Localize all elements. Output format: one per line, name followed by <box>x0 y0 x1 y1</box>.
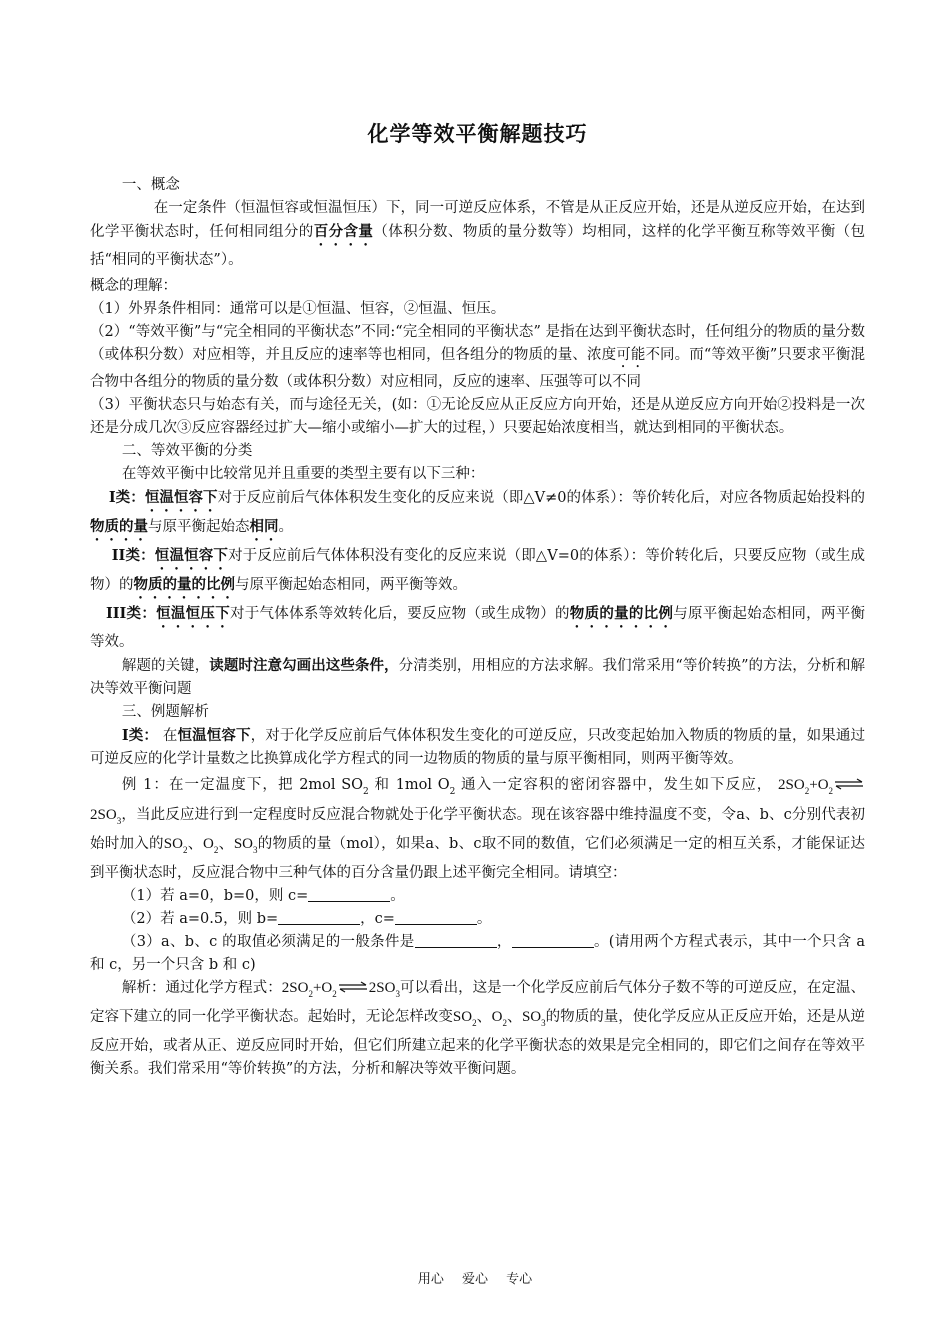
emphasis-text: 相同 <box>249 518 279 535</box>
subscript: 2 <box>472 1018 477 1028</box>
subscript: 2 <box>308 989 313 999</box>
understanding-label: 概念的理解： <box>90 278 177 294</box>
separator: 、 <box>187 836 203 852</box>
text-run: 的物质的量，使化学反应从正反应开始，还是从逆反应开始，或者从正、逆反应同时开始，但它们所建立起来的化学平衡状态的效果是完全相同的，即它们之间存在等效平衡关系。我们常采用“等价转换”的方法，分析和解决等效平衡问题。 <box>90 1009 865 1077</box>
text-run: ，对于化学反应前后气体体积发生变化的可逆反应，只改变起始加入物质的物质的量，如果通过可逆反应的化学计量数之比换算成化学方程式的同一边物质的物质的量与原平衡相同，则两平衡等效。 <box>90 728 866 767</box>
type-label: II类： <box>111 547 155 564</box>
text-run: 对于反应前后气体体积没有变化的反应来说（即△V=0的体系）：等价转化后，只要反应物（或生成物）的 <box>90 548 865 593</box>
text-run: （3）a、b、c 的取值必须满足的一般条件是 <box>121 934 415 950</box>
formula: SO <box>376 980 396 996</box>
coefficient: 2 <box>90 807 98 823</box>
formula: SO <box>97 807 117 823</box>
type-condition: 恒温恒容下 <box>144 489 218 506</box>
subscript: 3 <box>253 845 258 855</box>
text-run: 分清类别，用相应的方法求解。我们常采用“等价转换”的方法，分析和解决等效平衡问题 <box>90 658 866 697</box>
text-run: 对于气体体系等效转化后，要反应物（或生成物）的 <box>229 606 570 622</box>
subscript: 2 <box>363 787 369 797</box>
page-footer <box>0 1268 950 1287</box>
type-label: I类： <box>121 727 159 744</box>
text-run: ， <box>496 934 512 950</box>
separator: 、 <box>506 1009 522 1025</box>
answer-blank[interactable] <box>512 933 594 948</box>
page-title: 化学等效平衡解题技巧 <box>367 121 588 146</box>
subscript: 2 <box>828 786 834 796</box>
subscript: 2 <box>449 787 456 797</box>
text-run: 与原平衡起始态相同，两平衡等效。 <box>90 606 866 650</box>
section-heading-classification: 二、等效平衡的分类 <box>121 443 253 459</box>
text-run: 解题的关键， <box>121 658 210 674</box>
formula: SO <box>452 1009 473 1025</box>
type-label: I类： <box>108 489 145 506</box>
text-run: 不同。而“等效平衡”只要求平衡混合物中各组分的物质的量分数（或体积分数）对应相同，反应的速率、压强等可以不同 <box>90 347 866 390</box>
emphasis-text: 百分含量 <box>313 223 374 240</box>
footer-item: 专心 <box>506 1272 533 1287</box>
subscript: 3 <box>116 816 122 826</box>
formula: SO <box>163 836 183 852</box>
subscript: 2 <box>804 786 810 796</box>
coefficient: 2 <box>368 980 377 996</box>
text-run: 和 1mol O <box>374 777 450 793</box>
text-run: 在一定条件（恒温恒容或恒温恒压）下，同一可逆反应体系，不管是从正反应开始，还是从逆反应开始，在达到化学平衡状态时，任何相同组分的 <box>90 200 865 240</box>
understanding-point-2 <box>90 321 865 394</box>
coefficient: 2 <box>778 777 786 793</box>
understanding-point-3: （3）平衡状态只与始态有关，而与途径无关，(如：①无论反应从正反应方向开始，还是从逆反应方向开始②投料是一次还是分成几次③反应容器经过扩大—缩小或缩小—扩大的过程，）只要起始浓度相当，就达到相同的平衡状态。 <box>90 397 865 436</box>
type-condition: 恒温恒容下 <box>154 547 229 564</box>
type-3-paragraph <box>90 602 865 654</box>
equilibrium-arrow-icon <box>834 778 864 790</box>
species-list <box>452 1009 546 1028</box>
question-1 <box>90 885 865 908</box>
text-run: ，c= <box>360 911 395 927</box>
formula: SO <box>521 1009 542 1025</box>
text-run: 解析：通过化学方程式： <box>121 980 282 996</box>
emphasis-text: 物质的量 <box>90 518 148 535</box>
answer-blank[interactable] <box>308 887 390 902</box>
text-run: 的物质的量（mol），如果a、b、c取不同的数值，它们必须满足一定的相互关系，才能保证达到平衡状态时，反应混合物中三种气体的百分含量仍跟上述平衡完全相同。请填空： <box>90 836 865 881</box>
text-run: 。 <box>390 888 405 904</box>
equilibrium-arrow-icon <box>338 981 368 993</box>
separator: 、 <box>476 1009 492 1025</box>
text-run: 通入一定容积的密闭容器中，发生如下反应， <box>461 777 773 793</box>
text-run: 对于反应前后气体体积发生变化的反应来说（即△V≠0的体系）：等价转化后，对应各物质起始投料的 <box>217 490 865 506</box>
subscript: 3 <box>541 1018 546 1028</box>
text-run: （1）若 a=0，b=0，则 c= <box>121 888 309 904</box>
text-run: 与原平衡起始态 <box>148 519 250 535</box>
text-run: 。(请用两个方程式表示，其中一个只含 a 和 c，另一个只含 b 和 c) <box>90 934 866 973</box>
text-run: 。 <box>476 911 492 927</box>
footer-item: 爱心 <box>461 1272 488 1287</box>
formula: SO <box>289 980 309 996</box>
subscript: 2 <box>502 1018 507 1028</box>
text-run: 在 <box>162 728 178 744</box>
formula: O <box>321 980 333 996</box>
formula: O <box>817 777 829 793</box>
subscript: 3 <box>395 989 400 999</box>
subscript: 2 <box>332 989 337 999</box>
plus-sign: + <box>312 980 322 996</box>
chemical-equation <box>281 980 400 999</box>
emphasis-text: 读题时注意勾画出这些条件， <box>209 657 399 674</box>
type-1-paragraph <box>90 486 865 544</box>
text-run: （2）“等效平衡”与“完全相同的平衡状态”不同:“完全相同的平衡状态” 是指在达到平衡状态时，任何组分的物质的量分数（或体积分数）对应相等，并且反应的速率等也相同，但各组分的物质的量、浓度 <box>90 324 865 363</box>
coefficient: 2 <box>281 980 290 996</box>
footer-item: 用心 <box>417 1272 444 1287</box>
question-3 <box>90 931 865 977</box>
type-2-paragraph <box>90 544 865 602</box>
emphasis-text: 物质的量的比例 <box>569 605 674 622</box>
subscript: 2 <box>182 845 188 855</box>
text-run: 。 <box>278 519 293 535</box>
type-label: III类： <box>105 605 157 622</box>
answer-blank[interactable] <box>395 910 477 925</box>
text-run: 可以看出，这是一个化学反应前后气体分子数不等的可逆反应，在定温、定容下建立的同一化学平衡状态。起始时，无论怎样改变 <box>90 980 866 1025</box>
answer-blank[interactable] <box>278 910 360 925</box>
classification-intro: 在等效平衡中比较常见并且重要的类型主要有以下三种： <box>121 466 485 482</box>
text-run: 例 1：在一定温度下，把 2mol SO <box>121 777 364 793</box>
text-run: ，当此反应进行到一定程度时反应混合物就处于化学平衡状态。现在该容器中维持温度不变，令a、b、c分别代表初始时加入的 <box>90 807 865 852</box>
emphasis-text: 物质的量的比例 <box>133 576 235 593</box>
concept-paragraph <box>90 197 865 272</box>
section-heading-examples: 三、例题解析 <box>121 704 209 720</box>
answer-blank[interactable] <box>415 933 497 948</box>
formula: O <box>491 1009 503 1025</box>
text-run: （体积分数、物质的量分数等）均相同，这样的化学平衡互称等效平衡（包括“相同的平衡状态”）。 <box>90 224 866 268</box>
emphasis-text: 可能 <box>616 347 646 363</box>
document-body <box>90 174 865 1081</box>
text-run: （2）若 a=0.5，则 b= <box>121 911 279 927</box>
type-condition: 恒温恒容下 <box>177 727 251 744</box>
subscript: 2 <box>213 845 219 855</box>
case-1-paragraph <box>90 724 865 771</box>
separator: 、 <box>218 836 234 852</box>
analysis-paragraph <box>90 977 865 1081</box>
type-condition: 恒温恒压下 <box>156 605 230 622</box>
formula: SO <box>785 777 805 793</box>
text-run: 与原平衡起始态相同，两平衡等效。 <box>235 577 467 593</box>
section-heading-concept: 一、概念 <box>121 177 180 193</box>
plus-sign: + <box>809 777 818 793</box>
species-list <box>163 836 258 855</box>
example-1-paragraph <box>90 774 865 885</box>
formula: SO <box>233 836 254 852</box>
question-2 <box>90 908 865 931</box>
key-paragraph <box>90 654 865 701</box>
formula: O <box>202 836 214 852</box>
understanding-point-1: （1）外界条件相同：通常可以是①恒温、恒容，②恒温、恒压。 <box>90 301 506 317</box>
